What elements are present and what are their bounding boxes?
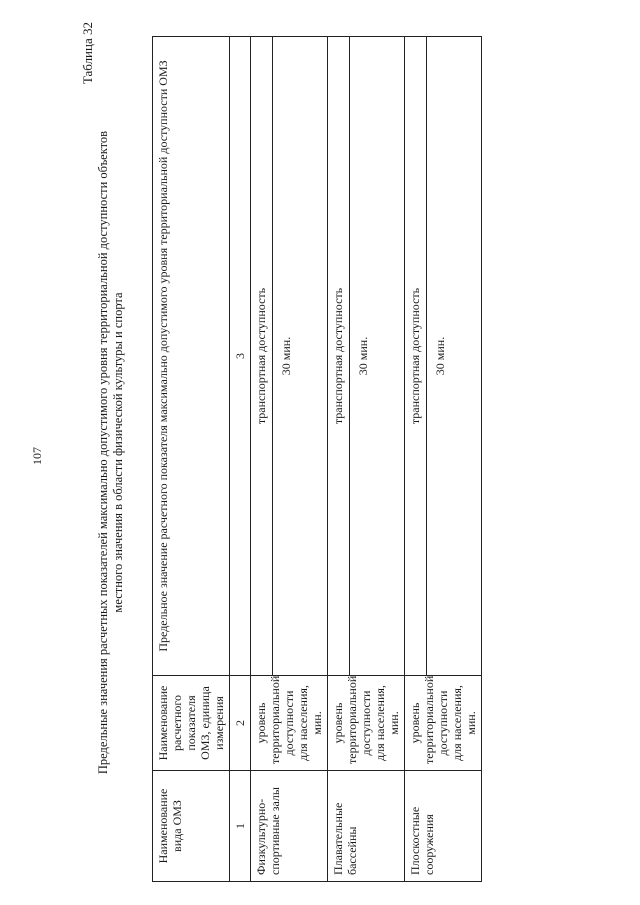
- row-value-cell: [251, 37, 328, 676]
- table-row: [328, 37, 405, 882]
- row-access-type: транспортная доступность: [254, 287, 268, 425]
- row-indicator: уровень территориальной доступности для населения, мин.: [405, 676, 482, 771]
- row-name: Физкультурно-спортивные залы: [251, 771, 328, 882]
- row-name: Плоскостные сооружения: [405, 771, 482, 882]
- omz-table: [152, 36, 482, 882]
- page-number: 107: [30, 447, 44, 465]
- title-line-2: местного значения в области физической культуры и спорта: [111, 292, 125, 613]
- row-value-cell: [328, 37, 405, 676]
- col-number-3: 3: [230, 37, 251, 676]
- row-value: 30 мин.: [279, 336, 293, 376]
- row-indicator: уровень территориальной доступности для населения, мин.: [251, 676, 328, 771]
- col-number-1: 1: [230, 771, 251, 882]
- table-label: Таблица 32: [80, 22, 95, 85]
- col-number-row: [230, 37, 251, 882]
- row-name: Плавательные бассейны: [328, 771, 405, 882]
- header-col2: Наименование расчетного показателя ОМЗ, единица измерения: [153, 676, 230, 771]
- row-value: 30 мин.: [433, 336, 447, 376]
- row-access-type: транспортная доступность: [331, 287, 345, 425]
- row-value-cell: [405, 37, 482, 676]
- table-row: [405, 37, 482, 882]
- title-line-1: Предельные значения расчетных показателей максимально допустимого уровня территориальной доступности объектов: [96, 130, 110, 775]
- row-value: 30 мин.: [356, 336, 370, 376]
- header-row: [153, 37, 230, 882]
- table-title: [96, 80, 126, 825]
- row-indicator: уровень территориальной доступности для населения, мин.: [328, 676, 405, 771]
- header-col1: Наименование вида ОМЗ: [153, 771, 230, 882]
- col-number-2: 2: [230, 676, 251, 771]
- header-col3: Предельное значение расчетного показателя максимально допустимого уровня территориальной доступности ОМЗ: [153, 37, 230, 676]
- row-access-type: транспортная доступность: [408, 287, 422, 425]
- table-row: [251, 37, 328, 882]
